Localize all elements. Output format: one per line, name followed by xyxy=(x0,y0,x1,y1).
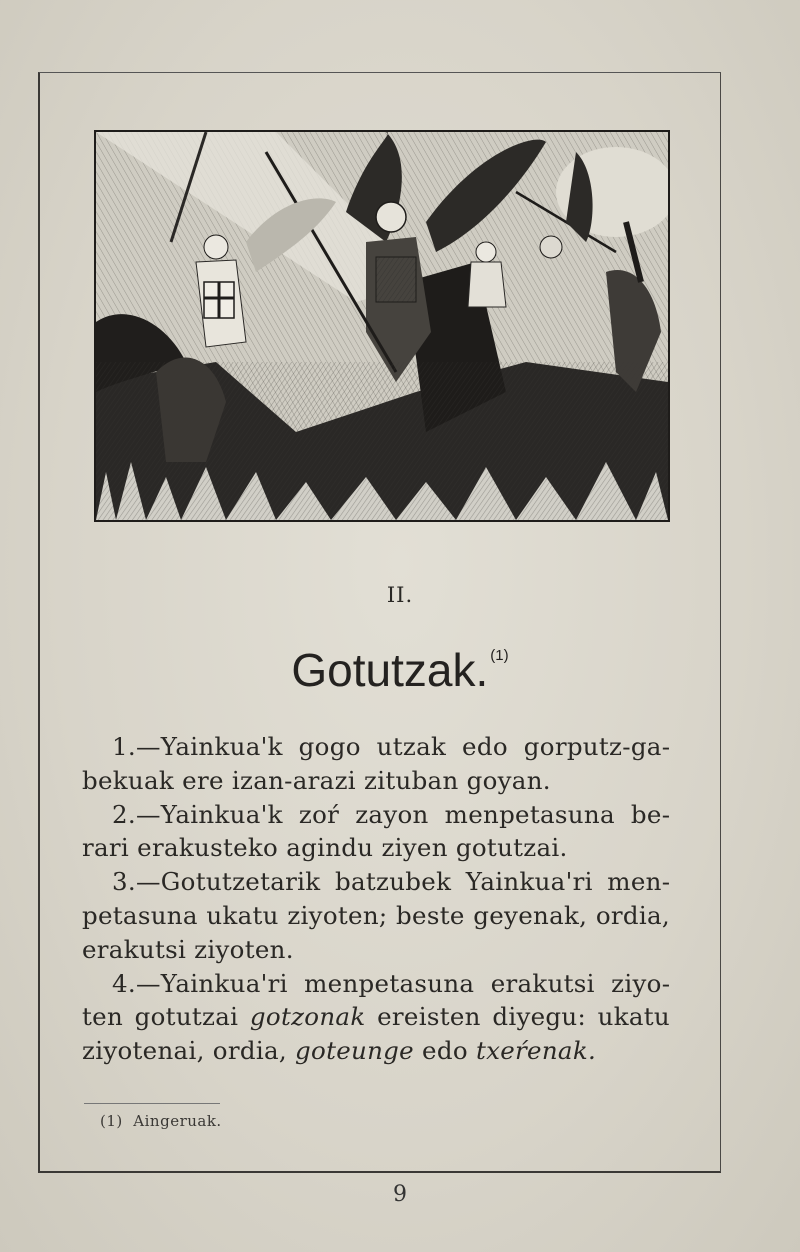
angels-battle-engraving xyxy=(96,132,668,520)
italic-term-gotzonak: gotzonak xyxy=(249,1002,366,1032)
paragraph-text: ereisten diyegu: ukatu ziyotenai, ordia, xyxy=(82,1002,670,1066)
italic-term-goteunge: goteunge xyxy=(295,1036,414,1066)
paragraph-text: 4.—Yainkua'ri menpetasuna erakutsi ziyoten gotutzai xyxy=(82,968,670,1032)
footnote-reference: (1) xyxy=(490,647,509,664)
footnote-rule xyxy=(84,1103,220,1104)
paragraph-3 xyxy=(82,865,670,966)
chapter-title xyxy=(0,643,800,697)
page-number: 9 xyxy=(393,1182,407,1207)
paragraph-1 xyxy=(82,730,670,798)
paragraph-text: edo xyxy=(413,1036,476,1066)
engraving-illustration xyxy=(94,130,670,522)
paragraph-text: 3.—Gotutzetarik batzubek Yainkua'ri menpetasuna ukatu ziyoten; beste geyenak, ordia, erakutsi ziyoten. xyxy=(82,867,670,964)
chapter-title-text: Gotutzak. xyxy=(291,644,489,696)
paragraph-4 xyxy=(82,967,670,1068)
paragraph-text: 1.—Yainkua'k gogo utzak edo gorputz-gabekuak ere izan-arazi zituban goyan. xyxy=(82,732,670,795)
footnote xyxy=(100,1112,222,1130)
paragraph-2 xyxy=(82,798,670,866)
body-text xyxy=(82,730,670,1068)
paragraph-text: 2.—Yainkua'k zoŕ zayon menpetasuna berari erakusteko agindu ziyen gotutzai. xyxy=(82,799,670,863)
footnote-marker: (1) xyxy=(100,1112,123,1130)
footnote-text: Aingeruak. xyxy=(133,1112,222,1130)
italic-term-txerenak: txeŕenak. xyxy=(475,1036,597,1066)
chapter-numeral: II. xyxy=(386,583,414,607)
